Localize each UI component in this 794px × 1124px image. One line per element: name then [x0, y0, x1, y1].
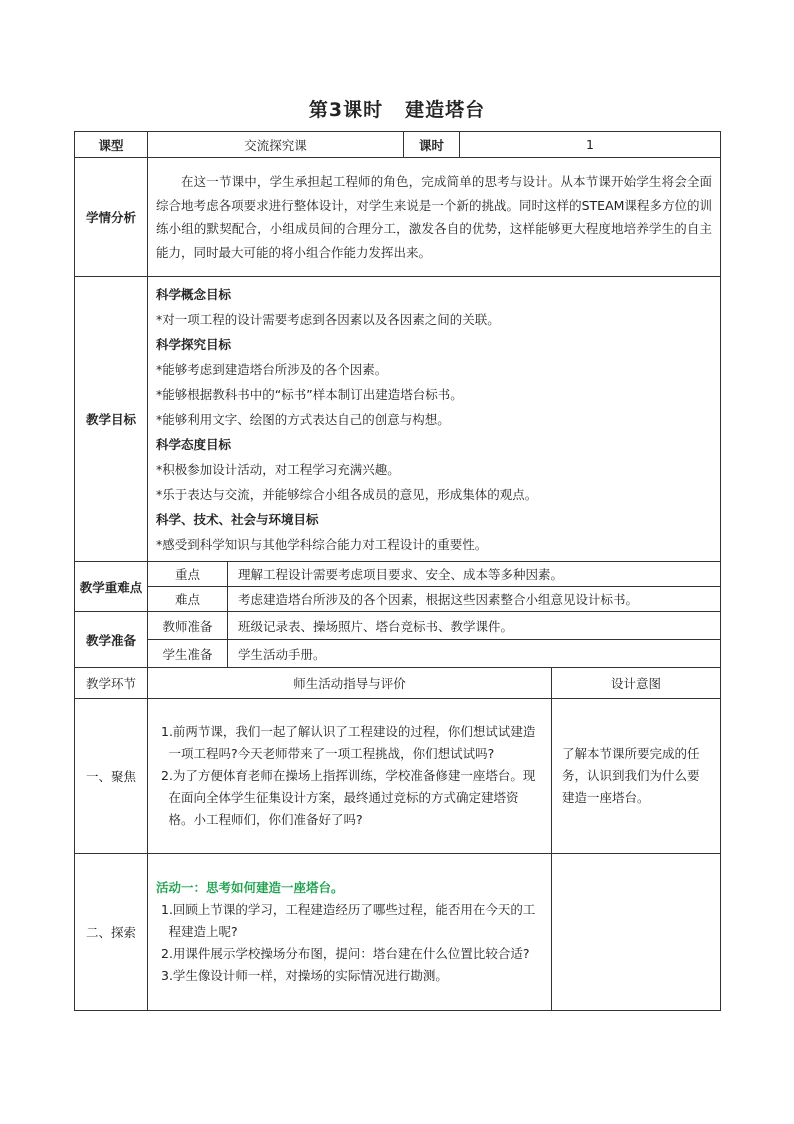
stage-name: 一、聚焦	[75, 699, 148, 854]
key-points-label: 教学重难点	[75, 562, 148, 612]
analysis-label: 学情分析	[75, 158, 148, 277]
analysis-row	[75, 158, 721, 277]
activity-item: 2.用课件展示学校操场分布图，提问：塔台建在什么位置比较合适?	[161, 946, 530, 961]
goal-item: *乐于表达与交流，并能够综合小组各成员的意见，形成集体的观点。	[156, 486, 538, 502]
focus-row	[75, 562, 721, 587]
goal-item: *能够考虑到建造塔台所涉及的各个因素。	[156, 361, 388, 377]
prep-label: 教学准备	[75, 612, 148, 668]
stage-activities	[148, 699, 552, 854]
goal-heading: 科学态度目标	[156, 436, 232, 452]
goals-label: 教学目标	[75, 277, 148, 562]
goal-heading: 科学概念目标	[156, 286, 232, 302]
student-prep-row	[75, 640, 721, 668]
class-hours-value: 1	[460, 132, 721, 158]
teacher-prep-label: 教师准备	[148, 612, 228, 640]
intent-header: 设计意图	[552, 668, 721, 699]
activity-title: 活动一：思考如何建造一座塔台。	[156, 880, 344, 895]
activity-item: 3.学生像设计师一样，对操场的实际情况进行勘测。	[161, 968, 448, 983]
class-hours-label: 课时	[404, 132, 460, 158]
stage-row	[75, 699, 721, 854]
course-type-label: 课型	[75, 132, 148, 158]
lesson-plan-table	[74, 131, 721, 1011]
info-row	[75, 132, 721, 158]
goals-row	[75, 277, 721, 562]
activity-item: 1.前两节课，我们一起了解认识了工程建设的过程，你们想试试建造一项工程吗?今天老师带来了一项工程挑战，你们想试试吗?	[161, 724, 536, 761]
teacher-prep-row	[75, 612, 721, 640]
lesson-number: 第3课时	[308, 99, 384, 121]
student-prep-text: 学生活动手册。	[228, 640, 721, 668]
goal-heading: 科学探究目标	[156, 336, 232, 352]
goal-item: *能够利用文字、绘图的方式表达自己的创意与构想。	[156, 411, 450, 427]
process-header-row	[75, 668, 721, 699]
student-prep-label: 学生准备	[148, 640, 228, 668]
goal-item: *能够根据教科书中的“标书”样本制订出建造塔台标书。	[156, 386, 463, 402]
goals-content	[148, 277, 721, 562]
focus-label: 重点	[148, 562, 228, 587]
difficulty-text: 考虑建造塔台所涉及的各个因素，根据这些因素整合小组意见设计标书。	[228, 587, 721, 612]
page-title	[0, 95, 794, 122]
focus-text: 理解工程设计需要考虑项目要求、安全、成本等多种因素。	[228, 562, 721, 587]
lesson-name: 建造塔台	[405, 99, 486, 121]
teacher-prep-text: 班级记录表、操场照片、塔台竞标书、教学课件。	[228, 612, 721, 640]
stage-row	[75, 854, 721, 1011]
goal-item: *积极参加设计活动，对工程学习充满兴趣。	[156, 461, 400, 477]
goal-heading: 科学、技术、社会与环境目标	[156, 511, 319, 527]
activity-header: 师生活动指导与评价	[148, 668, 552, 699]
course-type-value: 交流探究课	[148, 132, 404, 158]
difficulty-label: 难点	[148, 587, 228, 612]
stage-activities	[148, 854, 552, 1011]
activity-item: 1.回顾上节课的学习，工程建造经历了哪些过程，能否用在今天的工程建造上呢?	[161, 902, 536, 939]
stage-intent	[552, 854, 721, 1011]
goal-item: *感受到科学知识与其他学科综合能力对工程设计的重要性。	[156, 536, 488, 552]
stage-name: 二、探索	[75, 854, 148, 1011]
stage-intent: 了解本节课所要完成的任务，认识到我们为什么要建造一座塔台。	[552, 699, 721, 854]
activity-item: 2.为了方便体育老师在操场上指挥训练，学校准备修建一座塔台。现在面向全体学生征集设计方案，最终通过竞标的方式确定建塔资格。小工程师们，你们准备好了吗?	[161, 768, 536, 827]
difficulty-row	[75, 587, 721, 612]
analysis-text: 在这一节课中，学生承担起工程师的角色，完成简单的思考与设计。从本节课开始学生将会全面综合地考虑各项要求进行整体设计，对学生来说是一个新的挑战。同时这样的STEAM课程多方位的训练小组的默契配合，小组成员间的合理分工，激发各自的优势，这样能够更大程度地培养学生的自主能力，同时最大可能的将小组合作能力发挥出来。	[148, 158, 721, 277]
goal-item: *对一项工程的设计需要考虑到各因素以及各因素之间的关联。	[156, 311, 500, 327]
stage-header: 教学环节	[75, 668, 148, 699]
